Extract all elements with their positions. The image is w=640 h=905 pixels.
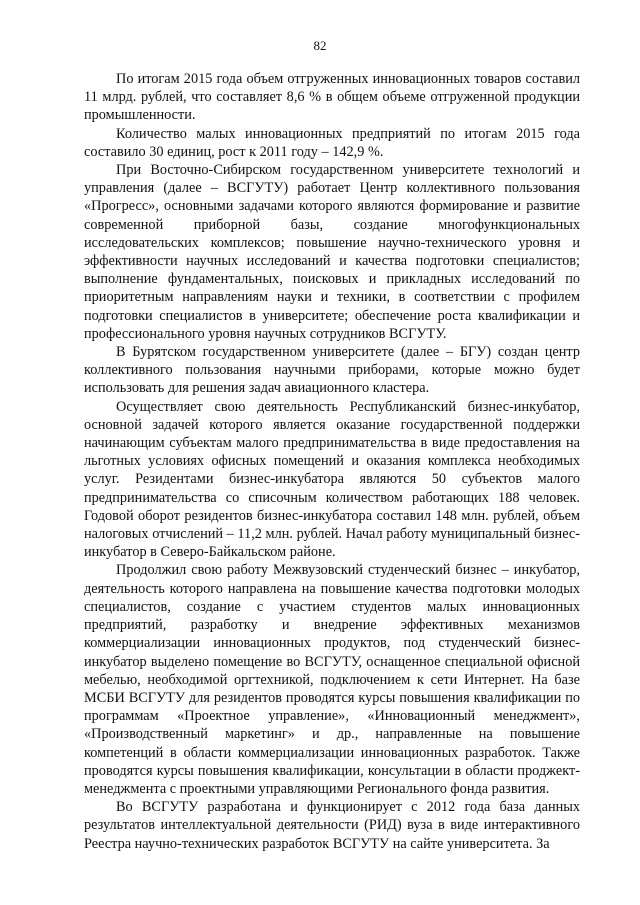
document-body (84, 70, 580, 853)
paragraph-republican-incubator: Осуществляет свою деятельность Республиканский бизнес-инкубатор, основной задачей которого является оказание государственной поддержки начинающим субъектам малого предпринимательства в виде предоставления на льготных условиях офисных помещений и оказания комплекса необходимых услуг. Резидентами бизнес-инкубатора являются 50 субъектов малого предпринимательства со списочным количеством работающих 188 человек. Годовой оборот резидентов бизнес-инкубатора составил 148 млн. рублей, объем налоговых отчислений – 11,2 млн. рублей. Начал работу муниципальный бизнес-инкубатор в Северо-Байкальском районе. (84, 398, 580, 561)
paragraph-innovative-goods: По итогам 2015 года объем отгруженных инновационных товаров составил 11 млрд. рублей, что составляет 8,6 % в общем объеме отгруженной продукции промышленности. (84, 71, 580, 124)
paragraph-vsgutu-progress-center: При Восточно-Сибирском государственном университете технологий и управления (далее – ВСГУТУ) работает Центр коллективного пользования «Прогресс», основными задачами которого являются формирование и развитие современной приборной базы, создание многофункциональных исследовательских комплексов; повышение научно-технического уровня и эффективности научных исследований и качества подготовки специалистов; выполнение фундаментальных, поисковых и прикладных исследований по приоритетным направлениям науки и техники, в соответствии с профилем подготовки специалистов в университете; обеспечение роста квалификации и профессионального уровня научных сотрудников ВСГУТУ. (84, 162, 580, 342)
paragraph-small-enterprises: Количество малых инновационных предприятий по итогам 2015 года составило 30 единиц, рост к 2011 году – 142,9 %. (84, 125, 580, 160)
paragraph-student-incubator: Продолжил свою работу Межвузовский студенческий бизнес – инкубатор, деятельность которого направлена на повышение качества подготовки молодых специалистов, создание с участием студентов малых инновационных предприятий, разработку и внедрение эффективных механизмов коммерциализации инновационных продуктов, под студенческий бизнес-инкубатор выделено помещение во ВСГУТУ, оснащенное специальной офисной мебелью, необходимой оргтехникой, подключением к сети Интернет. На базе МСБИ ВСГУТУ для резидентов проводятся курсы повышения квалификации по программам «Проектное управление», «Инновационный менеджмент», «Производственный маркетинг» и др., направленные на повышение компетенций в области коммерциализации инновационных разработок. Также проводятся курсы повышения квалификации, консультации в области проджект-менеджмента с проектными управляющими Регионального фонда развития. (84, 562, 580, 797)
page-number: 82 (313, 38, 327, 53)
paragraph-rid-database: Во ВСГУТУ разработана и функционирует с 2012 года база данных результатов интеллектуальной деятельности (РИД) вуза в виде интерактивного Реестра научно-технических разработок ВСГУТУ на сайте университета. За (84, 799, 580, 852)
paragraph-bgu-center: В Бурятском государственном университете (далее – БГУ) создан центр коллективного пользования научными приборами, которые можно будет использовать для решения задач авиационного кластера. (84, 344, 580, 397)
